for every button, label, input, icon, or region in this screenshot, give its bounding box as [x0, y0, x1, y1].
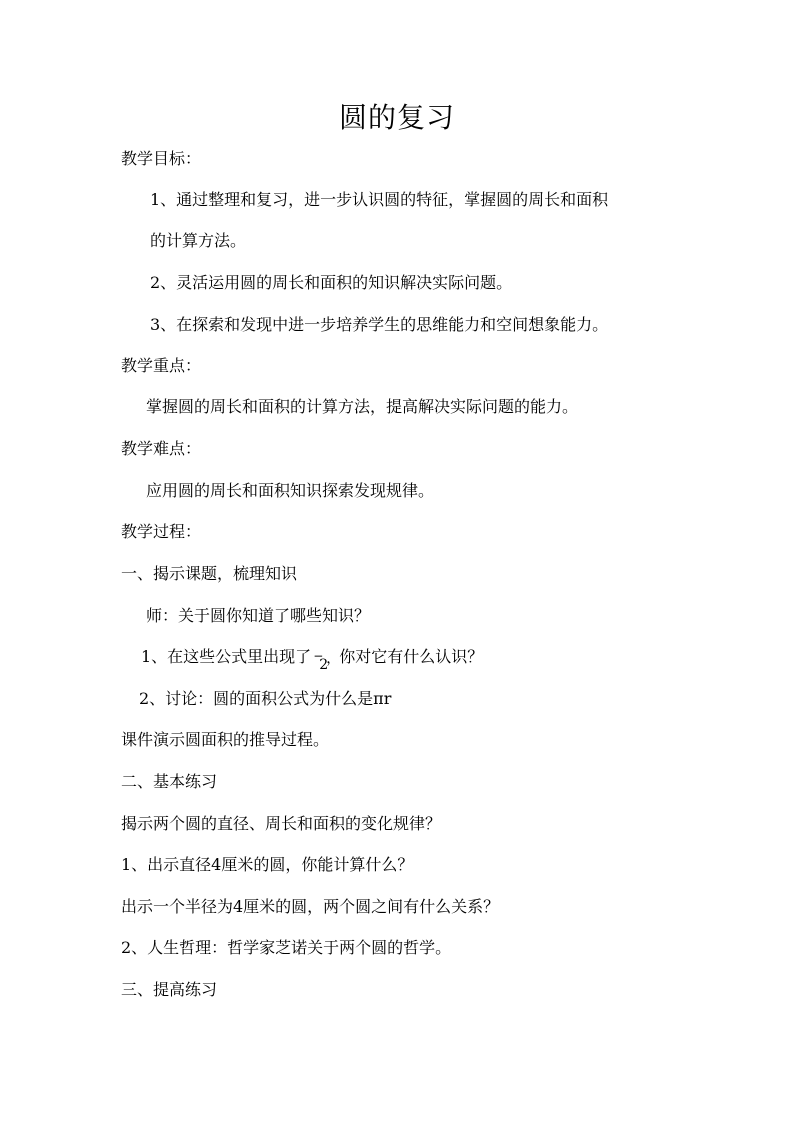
section-1-heading: 一、揭示课题，梳理知识	[121, 564, 298, 583]
teacher-question: 师：关于圆你知道了哪些知识？	[146, 606, 371, 625]
section-2-heading: 二、基本练习	[121, 772, 218, 791]
reveal-rule: 揭示两个圆的直径、周长和面积的变化规律？	[121, 814, 442, 833]
item-2: 2、讨论：圆的面积公式为什么是πr	[139, 689, 392, 708]
exercise-1: 1、出示直径4厘米的圆，你能计算什么？	[121, 855, 414, 874]
difficulties-text: 应用圆的周长和面积知识探索发现规律。	[146, 481, 435, 500]
fraction-glyph	[311, 646, 341, 673]
key-points-heading: 教学重点：	[121, 356, 202, 375]
objective-2: 2、灵活运用圆的周长和面积的知识解决实际问题。	[150, 273, 513, 292]
difficulties-heading: 教学难点：	[121, 439, 202, 458]
objective-1-line-2: 的计算方法。	[150, 231, 247, 250]
process-heading: 教学过程：	[121, 522, 202, 541]
item-1-prefix: 1、在这些公式里出现了	[141, 647, 312, 666]
fraction-bar: −	[313, 649, 324, 663]
courseware-note: 课件演示圆面积的推导过程。	[121, 730, 330, 749]
section-3-heading: 三、提高练习	[121, 980, 218, 999]
fraction-denominator: 2	[319, 657, 329, 673]
document-title: 圆的复习	[338, 101, 455, 134]
exercise-2: 2、人生哲理：哲学家芝诺关于两个圆的哲学。	[121, 938, 452, 957]
key-points-text: 掌握圆的周长和面积的计算方法，提高解决实际问题的能力。	[146, 397, 579, 416]
objective-3: 3、在探索和发现中进一步培养学生的思维能力和空间想象能力。	[150, 315, 609, 334]
objective-1-line-1: 1、通过整理和复习，进一步认识圆的特征，掌握圆的周长和面积	[150, 190, 609, 209]
item-1	[141, 646, 484, 673]
item-1-suffix: 你对它有什么认识？	[339, 647, 484, 666]
objectives-heading: 教学目标：	[121, 149, 202, 168]
fraction-comma: ，	[326, 651, 341, 667]
exercise-1-follow-up: 出示一个半径为4厘米的圆，两个圆之间有什么关系？	[121, 897, 500, 916]
